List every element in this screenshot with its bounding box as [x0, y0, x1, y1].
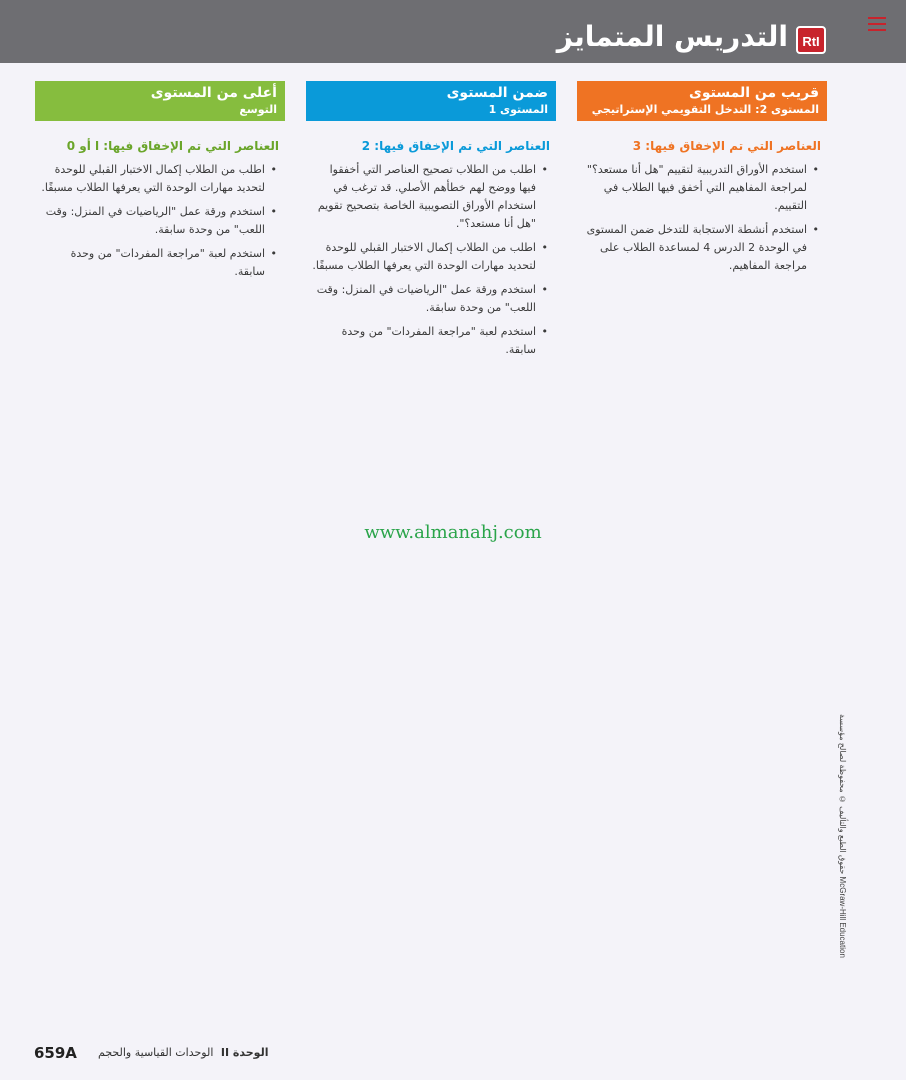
strategy-list	[583, 161, 821, 275]
column-on-level	[306, 81, 556, 365]
list-item: • اطلب من الطلاب تصحيح العناصر التي أخفقوا فيها ووضح لهم خطأهم الأصلي. قد ترغب في استخدام الأوراق التصويبية الخاصة بتصحيح تقويم "هل أنا مستعد؟".	[312, 161, 536, 233]
strategy-list	[41, 161, 279, 281]
watermark-link[interactable]: www.almanahj.com	[364, 522, 542, 543]
list-item: • استخدم أنشطة الاستجابة للتدخل ضمن المستوى في الوحدة 2 الدرس 4 لمساعدة الطلاب على مراجعة المفاهيم.	[583, 221, 807, 275]
missed-items-heading: العناصر التي تم الإخفاق فيها: ا أو 0	[66, 139, 279, 153]
column-subtitle: المستوى 1	[488, 103, 548, 116]
column-title: قريب من المستوى	[689, 85, 819, 101]
footer-unit	[98, 1046, 268, 1059]
unit-title: الوحدات القياسية والحجم	[98, 1046, 214, 1059]
column-subtitle: التوسع	[239, 103, 277, 116]
column-title: ضمن المستوى	[446, 85, 548, 101]
missed-items-heading: العناصر التي تم الإخفاق فيها: 3	[632, 139, 821, 153]
list-item: • استخدم ورقة عمل "الرياضيات في المنزل: وقت اللعب" من وحدة سابقة.	[41, 203, 265, 239]
column-header	[35, 81, 285, 121]
rti-badge: RtI	[796, 26, 826, 54]
page-title: التدريس المتمايز	[556, 20, 788, 53]
column-header	[306, 81, 556, 121]
menu-icon[interactable]	[868, 17, 886, 35]
unit-label: الوحدة II	[220, 1046, 269, 1059]
column-subtitle: المستوى 2: التدخل التقويمي الإستراتيجي	[591, 103, 819, 116]
missed-items-heading: العناصر التي تم الإخفاق فيها: 2	[361, 139, 550, 153]
list-item: • استخدم لعبة "مراجعة المفردات" من وحدة سابقة.	[41, 245, 265, 281]
list-item: • استخدم ورقة عمل "الرياضيات في المنزل: وقت اللعب" من وحدة سابقة.	[312, 281, 536, 317]
strategy-list	[312, 161, 550, 359]
column-approaching-level	[577, 81, 827, 281]
list-item: • استخدم الأوراق التدريبية لتقييم "هل أنا مستعد؟" لمراجعة المفاهيم التي أخفق فيها الطلاب في التقييم.	[583, 161, 807, 215]
list-item: • اطلب من الطلاب إكمال الاختبار القبلي للوحدة لتحديد مهارات الوحدة التي يعرفها الطلاب مسبقًا.	[312, 239, 536, 275]
copyright-notice: حقوق الطبع والتأليف © محفوظة لصالح مؤسسة McGraw-Hill Education	[838, 714, 847, 958]
top-bar	[0, 0, 906, 63]
list-item: • اطلب من الطلاب إكمال الاختبار القبلي للوحدة لتحديد مهارات الوحدة التي يعرفها الطلاب مسبقًا.	[41, 161, 265, 197]
column-title: أعلى من المستوى	[150, 85, 277, 101]
column-beyond-level	[35, 81, 285, 287]
page-number: 659A	[34, 1044, 77, 1062]
list-item: • استخدم لعبة "مراجعة المفردات" من وحدة سابقة.	[312, 323, 536, 359]
column-header	[577, 81, 827, 121]
